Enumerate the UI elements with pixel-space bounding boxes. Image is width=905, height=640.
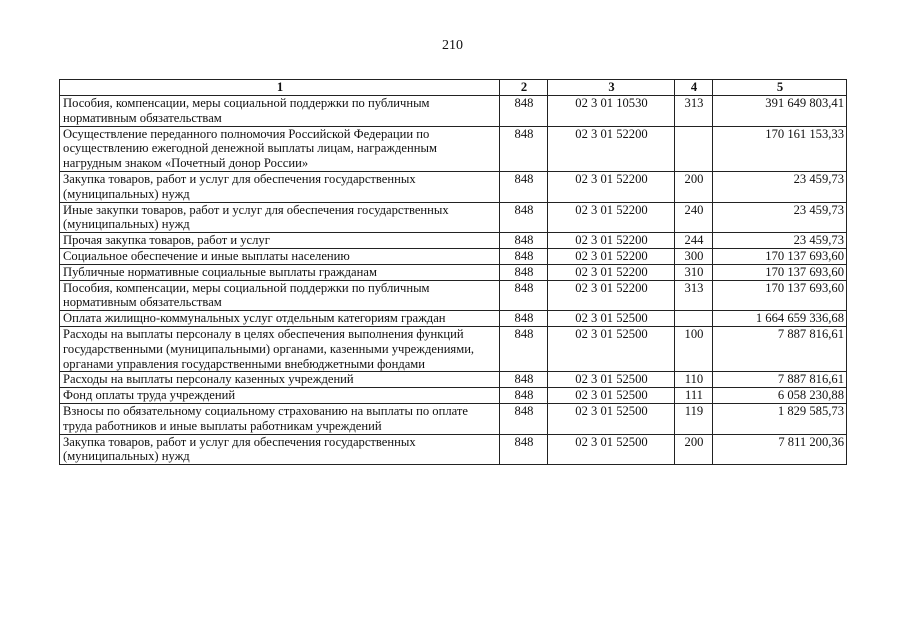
cell-name: Иные закупки товаров, работ и услуг для обеспечения государственных (муниципальных) нужд: [60, 202, 500, 233]
cell-sum: 170 161 153,33: [713, 126, 847, 171]
cell-vr: 110: [675, 372, 713, 388]
cell-csr: 02 3 01 52200: [548, 248, 675, 264]
cell-name: Закупка товаров, работ и услуг для обеспечения государственных (муниципальных) нужд: [60, 171, 500, 202]
table-row: [60, 372, 847, 388]
cell-name: Взносы по обязательному социальному страхованию на выплаты по оплате труда работников и иные выплаты работникам учреждений: [60, 403, 500, 434]
cell-sum: 170 137 693,60: [713, 280, 847, 311]
header-col-2: 2: [500, 80, 548, 96]
table-row: [60, 96, 847, 127]
cell-vr: [675, 311, 713, 327]
cell-sum: 6 058 230,88: [713, 388, 847, 404]
cell-vr: [675, 126, 713, 171]
table-row: [60, 388, 847, 404]
cell-csr: 02 3 01 52200: [548, 171, 675, 202]
cell-sum: 7 811 200,36: [713, 434, 847, 465]
cell-ved: 848: [500, 326, 548, 371]
cell-ved: 848: [500, 280, 548, 311]
cell-csr: 02 3 01 52200: [548, 264, 675, 280]
table-row: [60, 248, 847, 264]
cell-vr: 313: [675, 280, 713, 311]
header-row: [60, 80, 847, 96]
cell-sum: 23 459,73: [713, 202, 847, 233]
cell-csr: 02 3 01 52200: [548, 280, 675, 311]
table-row: [60, 202, 847, 233]
cell-name: Расходы на выплаты персоналу в целях обеспечения выполнения функций государственными (муниципальными) органами, казенными учреждениями, органами управления государственными внебюджетными фондами: [60, 326, 500, 371]
table-row: [60, 434, 847, 465]
cell-vr: 119: [675, 403, 713, 434]
cell-ved: 848: [500, 434, 548, 465]
cell-ved: 848: [500, 171, 548, 202]
cell-sum: 391 649 803,41: [713, 96, 847, 127]
table-row: [60, 126, 847, 171]
cell-ved: 848: [500, 126, 548, 171]
cell-sum: 7 887 816,61: [713, 372, 847, 388]
table-row: [60, 326, 847, 371]
cell-vr: 240: [675, 202, 713, 233]
cell-vr: 200: [675, 434, 713, 465]
cell-name: Прочая закупка товаров, работ и услуг: [60, 233, 500, 249]
cell-csr: 02 3 01 52500: [548, 372, 675, 388]
cell-csr: 02 3 01 52500: [548, 403, 675, 434]
cell-name: Социальное обеспечение и иные выплаты населению: [60, 248, 500, 264]
cell-sum: 170 137 693,60: [713, 248, 847, 264]
table-row: [60, 233, 847, 249]
table-row: [60, 264, 847, 280]
cell-sum: 23 459,73: [713, 233, 847, 249]
cell-csr: 02 3 01 52200: [548, 202, 675, 233]
header-col-3: 3: [548, 80, 675, 96]
cell-csr: 02 3 01 10530: [548, 96, 675, 127]
cell-vr: 300: [675, 248, 713, 264]
page-number: 210: [442, 38, 463, 53]
cell-ved: 848: [500, 96, 548, 127]
table-row: [60, 171, 847, 202]
cell-sum: 170 137 693,60: [713, 264, 847, 280]
cell-csr: 02 3 01 52500: [548, 326, 675, 371]
cell-ved: 848: [500, 202, 548, 233]
cell-ved: 848: [500, 248, 548, 264]
cell-vr: 111: [675, 388, 713, 404]
cell-name: Публичные нормативные социальные выплаты гражданам: [60, 264, 500, 280]
cell-name: Оплата жилищно-коммунальных услуг отдельным категориям граждан: [60, 311, 500, 327]
header-col-1: 1: [60, 80, 500, 96]
cell-ved: 848: [500, 388, 548, 404]
table-header: [60, 80, 847, 96]
cell-name: Пособия, компенсации, меры социальной поддержки по публичным нормативным обязательствам: [60, 280, 500, 311]
cell-name: Расходы на выплаты персоналу казенных учреждений: [60, 372, 500, 388]
budget-table: [59, 79, 847, 465]
cell-vr: 244: [675, 233, 713, 249]
cell-vr: 310: [675, 264, 713, 280]
cell-csr: 02 3 01 52200: [548, 126, 675, 171]
cell-ved: 848: [500, 233, 548, 249]
table-body: [60, 96, 847, 465]
cell-csr: 02 3 01 52500: [548, 434, 675, 465]
cell-csr: 02 3 01 52200: [548, 233, 675, 249]
cell-vr: 100: [675, 326, 713, 371]
cell-ved: 848: [500, 311, 548, 327]
cell-sum: 7 887 816,61: [713, 326, 847, 371]
cell-sum: 23 459,73: [713, 171, 847, 202]
table-row: [60, 311, 847, 327]
cell-ved: 848: [500, 264, 548, 280]
cell-name: Пособия, компенсации, меры социальной поддержки по публичным нормативным обязательствам: [60, 96, 500, 127]
cell-ved: 848: [500, 372, 548, 388]
cell-name: Осуществление переданного полномочия Российской Федерации по осуществлению ежегодной денежной выплаты лицам, награжденным нагрудным знаком «Почетный донор России»: [60, 126, 500, 171]
cell-ved: 848: [500, 403, 548, 434]
cell-vr: 200: [675, 171, 713, 202]
cell-sum: 1 829 585,73: [713, 403, 847, 434]
table-row: [60, 403, 847, 434]
cell-name: Фонд оплаты труда учреждений: [60, 388, 500, 404]
table-row: [60, 280, 847, 311]
cell-vr: 313: [675, 96, 713, 127]
header-col-4: 4: [675, 80, 713, 96]
cell-name: Закупка товаров, работ и услуг для обеспечения государственных (муниципальных) нужд: [60, 434, 500, 465]
cell-csr: 02 3 01 52500: [548, 311, 675, 327]
header-col-5: 5: [713, 80, 847, 96]
cell-csr: 02 3 01 52500: [548, 388, 675, 404]
cell-sum: 1 664 659 336,68: [713, 311, 847, 327]
